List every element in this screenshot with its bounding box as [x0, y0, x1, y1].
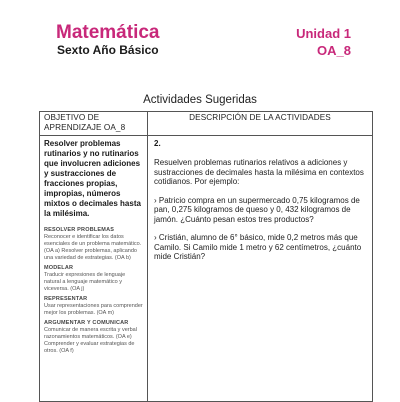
objective-cell: [40, 136, 148, 402]
skill-title: ARGUMENTAR Y COMUNICAR: [44, 320, 129, 326]
skill-title: REPRESENTAR: [44, 296, 88, 302]
skill-description: Comunicar de manera escrita y verbal razonamientos matemáticos. (OA e) Comprender y evaluar estrategias de otros. (OA f): [44, 327, 137, 354]
learning-objective: Resolver problemas rutinarios y no rutinarios que involucren adiciones y sustracciones de fracciones propias, impropias, números mixtos o decimales hasta la milésima.: [44, 139, 141, 218]
table-header-row: [40, 112, 373, 136]
page-title: Actividades Sugeridas: [143, 94, 257, 106]
activity-example: › Patricio compra en un supermercado 0,75 kilogramos de pan, 0,275 kilogramos de queso y 0, 432 kilogramos de jamón. ¿Cuánto pesan estos tres productos?: [154, 195, 360, 224]
skill-block: [44, 265, 143, 293]
page-header: [0, 0, 400, 64]
skill-description: Usar representaciones para comprender mejor los problemas. (OA m): [44, 303, 143, 316]
objective-header-cell: [40, 112, 148, 136]
skill-description: Reconocer e identificar los datos esenciales de un problema matemático. (OA a) Resolver problemas, aplicando una variedad de estrategias. (OA b): [44, 234, 142, 261]
description-header-cell: [148, 112, 373, 136]
activity-example: › Cristián, alumno de 6° básico, mide 0,2 metros más que Camilo. Si Camilo mide 1 metro y 62 centímetros, ¿cuánto mide Cristián?: [154, 233, 362, 261]
description-header: DESCRIPCIÓN DE LA ACTIVIDADES: [189, 113, 331, 122]
activity-table: [39, 111, 373, 402]
skill-block: [44, 320, 143, 355]
activity-number: 2.: [154, 139, 161, 148]
activity-intro: Resuelven problemas rutinarios relativos a adiciones y sustracciones de decimales hasta la milésima en contextos cotidianos. Por ejemplo:: [154, 158, 364, 186]
skill-title: RESOLVER PROBLEMAS: [44, 227, 115, 233]
grade-level: Sexto Año Básico: [57, 43, 159, 57]
skill-block: [44, 296, 143, 317]
oa-label: OA_8: [317, 43, 351, 58]
skill-block: [44, 227, 143, 262]
table-body-row: [40, 136, 373, 402]
activity-cell: [148, 136, 373, 402]
skill-description: Traducir expresiones de lenguaje natural a lenguaje matemático y viceversa. (OA j): [44, 272, 126, 292]
objective-header: OBJETIVO DE APRENDIZAJE OA_8: [44, 113, 126, 132]
unit-label: Unidad 1: [296, 26, 351, 41]
skill-title: MODELAR: [44, 265, 74, 271]
subject-title: Matemática: [56, 22, 160, 43]
